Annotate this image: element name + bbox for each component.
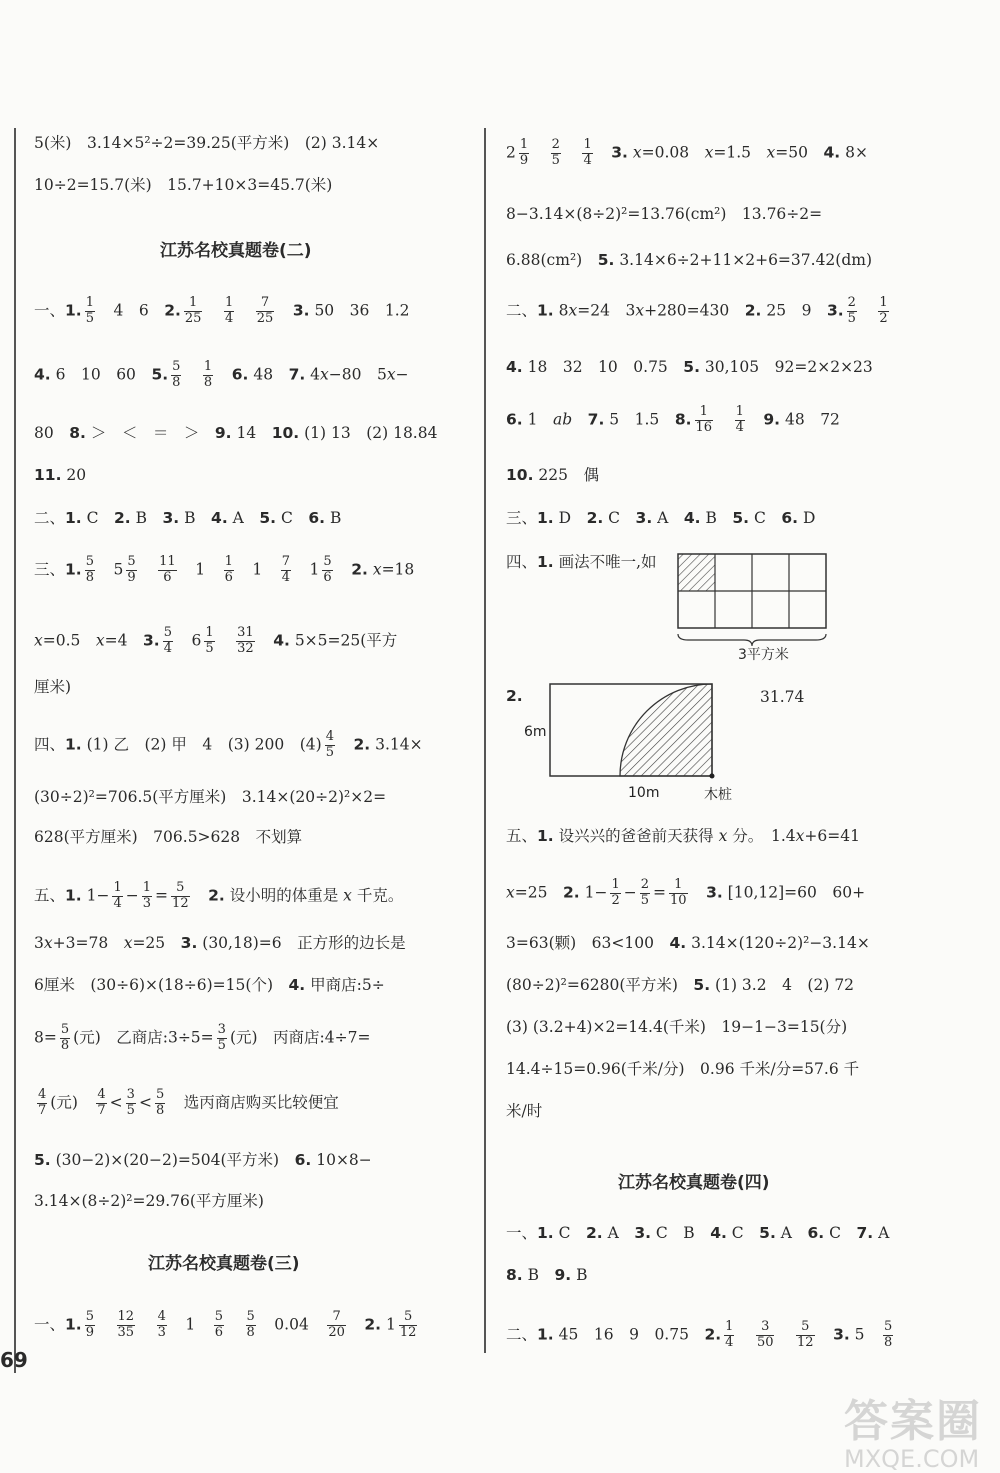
text-line: 2 $\frac{1}{9}$ $\frac{2}{5}$ $\frac{1}{4}$ 3. x=0.08 x=1.5 x=50 4. 8×	[506, 137, 868, 168]
text-line: 4. 18 32 10 0.75 5. 30,105 92=2×2×23	[506, 358, 873, 376]
text-line: (30÷2)²=706.5(平方厘米) 3.14×(20÷2)²×2=	[34, 788, 387, 806]
text-line: (80÷2)²=6280(平方米) 5. (1) 3.2 4 (2) 72	[506, 976, 855, 994]
text-line: 11. 20	[34, 466, 87, 484]
text-line: 五、1. 1− $\frac{1}{4}$ − $\frac{1}{3}$ = $\frac{5}{12}$ 2. 设小明的体重是 x 千克。	[34, 880, 404, 911]
text-line: 厘米)	[34, 678, 72, 696]
text-line: 14.4÷15=0.96(千米/分) 0.96 千米/分=57.6 千	[506, 1060, 860, 1078]
text-line: 一、1. $\frac{1}{5}$ 4 6 2. $\frac{1}{25}$ $\frac{1}{4}$ $\frac{7}{25}$ 3. 50 36 1.2	[34, 295, 410, 326]
text-line: 一、1. $\frac{5}{9}$ $\frac{12}{35}$ $\frac{4}{3}$ 1 $\frac{5}{6}$ $\frac{5}{8}$ 0.04 $\frac{7}{20}$ 2. 1 $\frac{5}{12}$	[34, 1309, 417, 1340]
text-line: 10÷2=15.7(米) 15.7+10×3=45.7(米)	[34, 176, 333, 194]
hatched-quarter-circle	[620, 684, 712, 776]
text-line: 3=63(颗) 63<100 4. 3.14×(120÷2)²−3.14×	[506, 934, 870, 952]
text-line: 8. B 9. B	[506, 1266, 588, 1284]
page-number: 69	[0, 1348, 28, 1372]
text-line: 6. 1 ab 7. 5 1.5 8. $\frac{1}{16}$ $\frac{1}{4}$ 9. 48 72	[506, 404, 840, 435]
text-line: 4. 6 10 60 5. $\frac{5}{8}$ $\frac{1}{8}$ 6. 48 7. 4x−80 5x−	[34, 359, 409, 390]
text-line: 四、1. (1) 乙 (2) 甲 4 (3) 200 (4) $\frac{4}{5}$ 2. 3.14×	[34, 729, 423, 760]
watermark-url: MXQE.COM	[844, 1445, 980, 1473]
section-title: 江苏名校真题卷(二)	[160, 241, 312, 261]
watermark-logo-text: 答案圈	[844, 1396, 982, 1447]
text-line: 8−3.14×(8÷2)²=13.76(cm²) 13.76÷2=	[506, 205, 823, 223]
text-line: 8= $\frac{5}{8}$ (元) 乙商店:3÷5= $\frac{3}{5}$ (元) 丙商店:4÷7=	[34, 1022, 371, 1053]
text-line: (3) (3.2+4)×2=14.4(千米) 19−1−3=15(分)	[506, 1018, 848, 1036]
brace	[678, 634, 826, 646]
text-line: $\frac{4}{7}$ (元) $\frac{4}{7}$ < $\frac{3}{5}$ < $\frac{5}{8}$ 选丙商店购买比较便宜	[38, 1087, 339, 1118]
text-line: 6.88(cm²) 5. 3.14×6÷2+11×2+6=37.42(dm)	[506, 251, 873, 269]
text-line: 二、1. 8x=24 3x+280=430 2. 25 9 3. $\frac{2}{5}$ $\frac{1}{2}$	[506, 295, 888, 326]
text-line: 3.14×(8÷2)²=29.76(平方厘米)	[34, 1192, 264, 1210]
stake-point	[710, 774, 715, 779]
column-divider	[484, 128, 486, 1353]
width-label: 10m	[628, 785, 660, 801]
section-title: 江苏名校真题卷(三)	[148, 1254, 300, 1274]
text-line: 四、1. 画法不唯一,如	[506, 553, 657, 571]
height-label: 6m	[524, 724, 547, 740]
text-line: 5(米) 3.14×5²÷2=39.25(平方米) (2) 3.14×	[34, 134, 380, 152]
left-margin-rule	[14, 128, 16, 1373]
text-line: 一、1. C 2. A 3. C B 4. C 5. A 6. C 7. A	[506, 1224, 890, 1242]
text-line: 80 8. ＞ ＜ ＝ ＞ 9. 14 10. (1) 13 (2) 18.84	[34, 424, 438, 442]
field-figure	[518, 678, 748, 803]
shaded-cell	[678, 554, 715, 591]
stake-label: 木桩	[704, 787, 732, 803]
section-title: 江苏名校真题卷(四)	[618, 1173, 770, 1193]
text-line: 五、1. 设兴兴的爸爸前天获得 x 分。 1.4x+6=41	[506, 827, 860, 845]
watermark	[844, 1385, 982, 1473]
text-line: 三、1. D 2. C 3. A 4. B 5. C 6. D	[506, 509, 816, 527]
text-line: x=0.5 x=4 3. $\frac{5}{4}$ 6 $\frac{1}{5}$ $\frac{31}{32}$ 4. 5×5=25(平方	[34, 625, 398, 656]
text-line: 三、1. $\frac{5}{8}$ 5 $\frac{5}{9}$ $\frac{11}{6}$ 1 $\frac{1}{6}$ 1 $\frac{7}{4}$ 1 $\frac{5}{6}$ 2. x=18	[34, 554, 415, 585]
text-line: 6厘米 (30÷6)×(18÷6)=15(个) 4. 甲商店:5÷	[34, 976, 385, 994]
text-line: 米/时	[506, 1102, 543, 1120]
text-line: 5. (30−2)×(20−2)=504(平方米) 6. 10×8−	[34, 1151, 372, 1169]
text-line: 二、1. C 2. B 3. B 4. A 5. C 6. B	[34, 509, 342, 527]
text-line: x=25 2. 1− $\frac{1}{2}$ − $\frac{2}{5}$ = $\frac{1}{10}$ 3. [10,12]=60 60+	[506, 877, 866, 908]
text-line: 2.	[506, 687, 523, 705]
figure-label: 3平方米	[738, 647, 789, 663]
text-line: 628(平方厘米) 706.5>628 不划算	[34, 828, 303, 846]
text-line: 二、1. 45 16 9 0.75 2. $\frac{1}{4}$ $\frac{3}{50}$ $\frac{5}{12}$ 3. 5 $\frac{5}{8}$	[506, 1319, 893, 1350]
answer-value: 31.74	[760, 688, 805, 706]
text-line: 10. 225 偶	[506, 466, 599, 484]
text-line: 3x+3=78 x=25 3. (30,18)=6 正方形的边长是	[34, 934, 406, 952]
